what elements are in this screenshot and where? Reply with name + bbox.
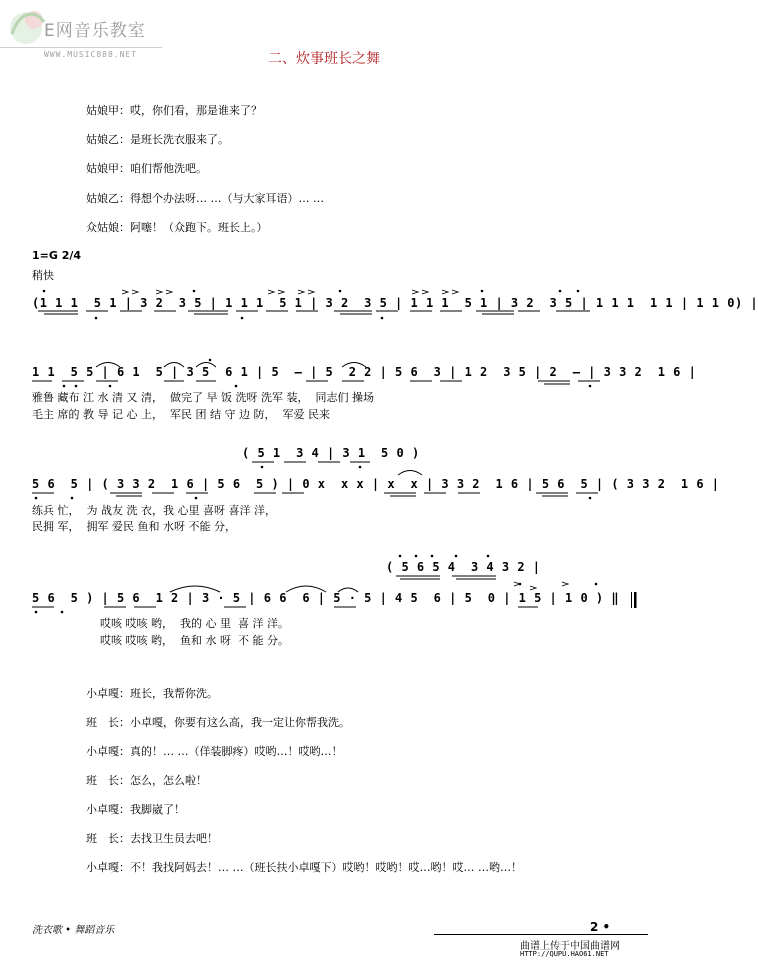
final-barline xyxy=(631,592,637,608)
dialogue-line: 众姑娘：阿噻！（众跑下。班长上。） xyxy=(86,221,268,234)
dialogue-line: 班 长：怎么，怎么啦！ xyxy=(86,774,207,787)
score-row: 5 6 5 ) | 5 6 1 2 | 3 · 5 | 6 6 6 | 5 · 5 | 4 5 6 | 5 0 | 1 5 | 1 0 ) ‖ xyxy=(32,591,620,605)
dialogue-line: 小卓嘎：班长，我帮你洗。 xyxy=(86,687,218,700)
lyric-line: 毛主 席的 教 导 记 心 上， 军民 团 结 守 边 防， 军爱 民来 xyxy=(32,408,330,421)
lyric-line: 雅鲁 藏布 江 水 清 又 清， 做完了 早 饭 洗呀 洗军 装， 同志们 操场 xyxy=(32,391,374,404)
dialogue-line: 小卓嘎：不！我找阿妈去！… …（班长扶小卓嘎下）哎哟！哎哟！哎…哟！哎… …哟…！ xyxy=(86,861,522,874)
dialogue-line: 姑娘乙：得想个办法呀… …（与大家耳语）… … xyxy=(86,192,324,205)
dialogue-line: 班 长：小卓嘎，你要有这么高，我一定让你帮我洗。 xyxy=(86,716,350,729)
dialogue-line: 小卓嘎：真的！… …（佯装脚疼）哎哟…！哎哟…！ xyxy=(86,745,343,758)
dialogue-line: 姑娘甲：哎，你们看，那是谁来了？ xyxy=(86,104,262,117)
accent-marks xyxy=(122,290,568,590)
logo-site: WWW.MUSIC888.NET xyxy=(44,50,138,59)
lyric-line: 哎咳 哎咳 哟， 我的 心 里 喜 洋 洋。 xyxy=(100,617,289,630)
lyric-line: 练兵 忙， 为 战友 洗 衣，我 心里 喜呀 喜洋 洋， xyxy=(32,504,276,517)
footer-source: 洗衣歌 • 舞蹈音乐 xyxy=(32,925,115,936)
dialogue-line: 姑娘甲：咱们帮他洗吧。 xyxy=(86,162,207,175)
logo-icon xyxy=(10,11,44,44)
score-row: 1 1 5 5 | 6 1 5 | 3 5 6 1 | 5 – | 5 2 2 | 5 6 3 | 1 2 3 5 | 2 – | 3 3 2 1 6 | xyxy=(32,365,697,379)
score-row: ( 5 6 5 4 3 4 3 2 | xyxy=(386,560,541,574)
page-title: 二、炊事班长之舞 xyxy=(268,51,380,67)
score-row: 5 6 5 | ( 3 3 2 1 6 | 5 6 5 ) | 0 x x x | x x | 3 3 2 1 6 | 5 6 5 | ( 3 3 2 1 6 | xyxy=(32,477,720,491)
tempo-marking: 稍快 xyxy=(32,269,54,282)
lyric-line: 民拥 军， 拥军 爱民 鱼和 水呀 不能 分， xyxy=(32,520,236,533)
page-number: 2 • xyxy=(590,920,611,934)
upload-credit: 曲谱上传于中国曲谱网 xyxy=(520,941,620,952)
footer-rule xyxy=(434,934,648,935)
dialogue-line: 姑娘乙：是班长洗衣服来了。 xyxy=(86,133,229,146)
upload-credit-url: HTTP://QUPU.HAO61.NET xyxy=(520,950,609,958)
score-row: ( 5 1 3 4 | 3 1 5 0 ) xyxy=(242,446,420,460)
dialogue-line: 班 长：去找卫生员去吧！ xyxy=(86,832,218,845)
score-row: (1 1 1 5 1 | 3 2 3 5 | 1 1 1 5 1 | 3 2 3 5 | 1 1 1 5 1 | 3 2 3 5 | 1 1 1 1 1 | 1 1 0) | xyxy=(32,296,758,310)
dialogue-line: 小卓嘎：我脚崴了！ xyxy=(86,803,185,816)
logo-name: E网音乐教室 xyxy=(44,21,146,41)
lyric-line: 哎咳 哎咳 哟， 鱼和 水 呀 不 能 分。 xyxy=(100,634,289,647)
key-signature: 1=G 2/4 xyxy=(32,249,82,262)
